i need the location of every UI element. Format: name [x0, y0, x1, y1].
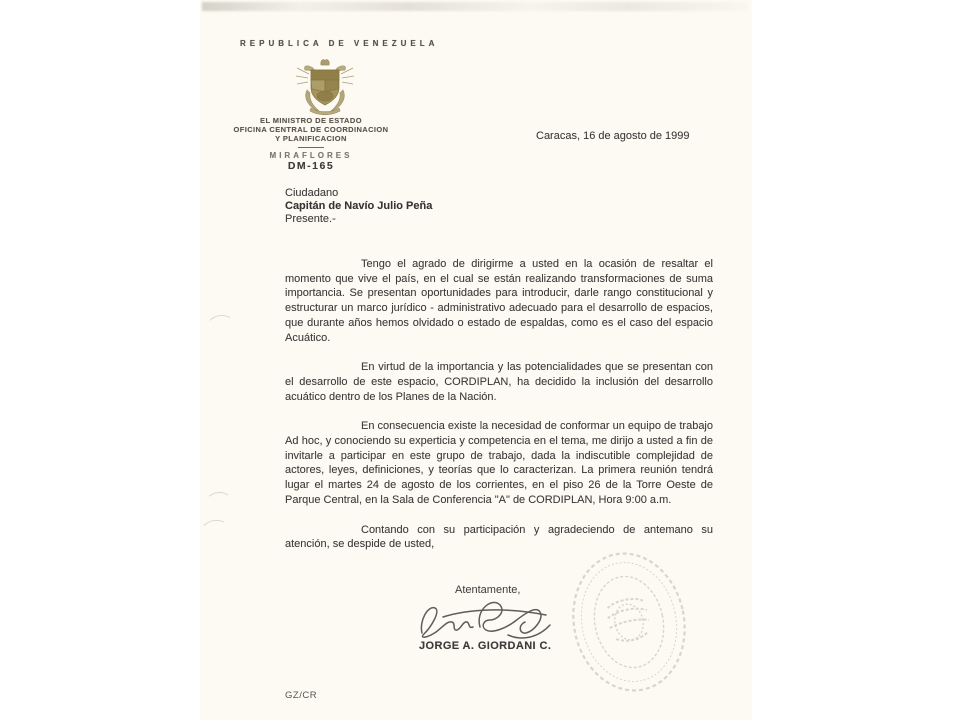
body-paragraph: En virtud de la importancia y las potencialidades que se presentan con el desarrollo de este espacio, CORDIPLAN, ha decidido la inclusión del desarrollo acuático dentro de los Planes de la Nación.	[285, 361, 713, 403]
valediction: Atentamente,	[455, 584, 521, 596]
date-line: Caracas, 16 de agosto de 1999	[536, 130, 690, 142]
ministry-line: OFICINA CENTRAL DE COORDINACION	[233, 125, 389, 134]
paper-mark	[199, 518, 230, 543]
letter-body	[285, 257, 713, 567]
body-paragraph: En consecuencia existe la necesidad de conformar un equipo de trabajo Ad hoc, y conociendo su experticia y competencia en el tema, me dirijo a usted a fin de invitarle a participar en este grupo de trabajo, dada la indiscutible complejidad de actores, leyes, definiciones, y teorías que lo caracterizan. La primera reunión tendrá lugar el martes 24 de agosto de los corrientes, en el piso 26 de la Torre Oeste de Parque Central, en la Sala de Conferencia "A" de CORDIPLAN, Hora 9:00 a.m.	[285, 420, 713, 506]
republic-title: REPUBLICA DE VENEZUELA	[240, 39, 439, 48]
recipient-block	[285, 187, 432, 226]
typist-initials: GZ/CR	[285, 690, 318, 701]
recipient-name: Capitán de Navío Julio Peña	[285, 200, 433, 212]
palace-name: MIRAFLORES	[269, 151, 353, 160]
letterhead-divider	[298, 147, 324, 148]
recipient-presente: Presente.-	[285, 213, 336, 225]
body-paragraph: Contando con su participación y agradeciendo de antemano su atención, se despide de usted,	[285, 523, 713, 551]
paper-mark	[205, 491, 232, 513]
scanned-letter-page	[200, 0, 752, 720]
ministry-letterhead	[228, 116, 394, 171]
ministry-line: EL MINISTRO DE ESTADO	[260, 116, 362, 125]
reference-number: DM-165	[287, 160, 335, 172]
scan-edge-artifact	[202, 2, 748, 11]
embossed-seal-icon	[563, 546, 695, 698]
signer-name: JORGE A. GIORDANI C.	[419, 640, 552, 652]
handwritten-signature-icon	[410, 596, 564, 644]
ministry-line: Y PLANIFICACION	[275, 134, 347, 143]
venezuela-coat-of-arms-icon	[293, 56, 357, 116]
body-paragraph: Tengo el agrado de dirigirme a usted en la ocasión de resaltar el momento que vive el país, en el cual se están realizando transformaciones de suma importancia. Se presentan oportunidades para introducir, darle rango constitucional y estructurar un marco jurídico - administrativo adecuado para el desarrollo de espacios, que durante años hemos olvidado o estado de espaldas, como es el caso del espacio Acuático.	[285, 258, 713, 344]
recipient-title: Ciudadano	[285, 187, 339, 199]
paper-mark	[206, 313, 237, 339]
